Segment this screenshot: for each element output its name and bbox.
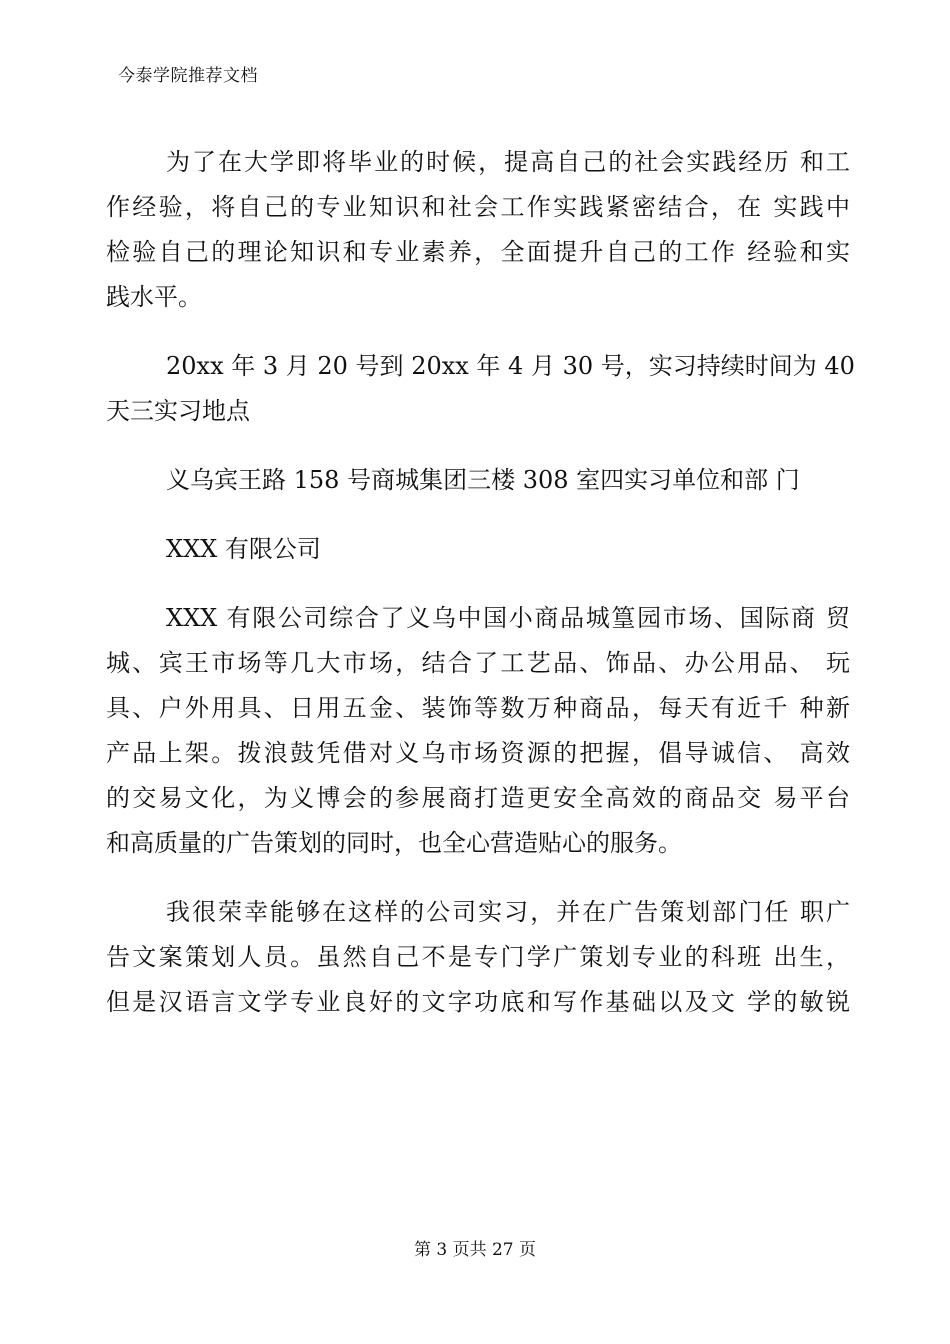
text-line: 践水平。 bbox=[106, 283, 202, 311]
paragraph-role bbox=[106, 890, 850, 1025]
text-line: 天三实习地点 bbox=[106, 397, 250, 425]
paragraph-location bbox=[106, 458, 850, 503]
page-number-footer: 第 3 页共 27 页 bbox=[413, 1240, 537, 1260]
text-line: 的交易文化，为义博会的参展商打造更安全高效的商品交 易平台 bbox=[106, 784, 850, 812]
paragraph-purpose bbox=[106, 140, 850, 320]
text-line: 具、户外用具、日用五金、装饰等数万种商品，每天有近千 种新 bbox=[106, 694, 850, 722]
text-line: 但是汉语言文学专业良好的文字功底和写作基础以及文 学的敏锐 bbox=[106, 988, 850, 1016]
paragraph-duration bbox=[106, 344, 855, 434]
text-line: 作经验，将自己的专业知识和社会工作实践紧密结合，在 实践中 bbox=[106, 193, 850, 221]
text-line: 为了在大学即将毕业的时候，提高自己的社会实践经历 和工 bbox=[166, 148, 850, 176]
text-line: 检验自己的理论知识和专业素养，全面提升自己的工作 经验和实 bbox=[106, 238, 850, 266]
text-line: 20xx 年 3 月 20 号到 20xx 年 4 月 30 号，实习持续时间为 40 bbox=[166, 352, 855, 380]
text-line: XXX 有限公司综合了义乌中国小商品城篁园市场、国际商 贸 bbox=[166, 604, 850, 632]
paragraph-company-name bbox=[106, 527, 850, 572]
document-header: 今泰学院推荐文档 bbox=[118, 66, 258, 86]
text-line: 和高质量的广告策划的同时，也全心营造贴心的服务。 bbox=[106, 829, 682, 857]
text-line: 我很荣幸能够在这样的公司实习，并在广告策划部门任 职广 bbox=[166, 898, 850, 926]
text-line: 城、宾王市场等几大市场，结合了工艺品、饰品、办公用品、 玩 bbox=[106, 649, 850, 677]
text-line: 义乌宾王路 158 号商城集团三楼 308 室四实习单位和部 门 bbox=[166, 466, 800, 494]
text-line: 告文案策划人员。虽然自己不是专门学广策划专业的科班 出生， bbox=[106, 943, 850, 971]
text-line: XXX 有限公司 bbox=[166, 535, 321, 563]
document-body bbox=[106, 140, 855, 1049]
text-line: 产品上架。拨浪鼓凭借对义乌市场资源的把握，倡导诚信、 高效 bbox=[106, 739, 850, 767]
paragraph-company-intro bbox=[106, 596, 850, 866]
